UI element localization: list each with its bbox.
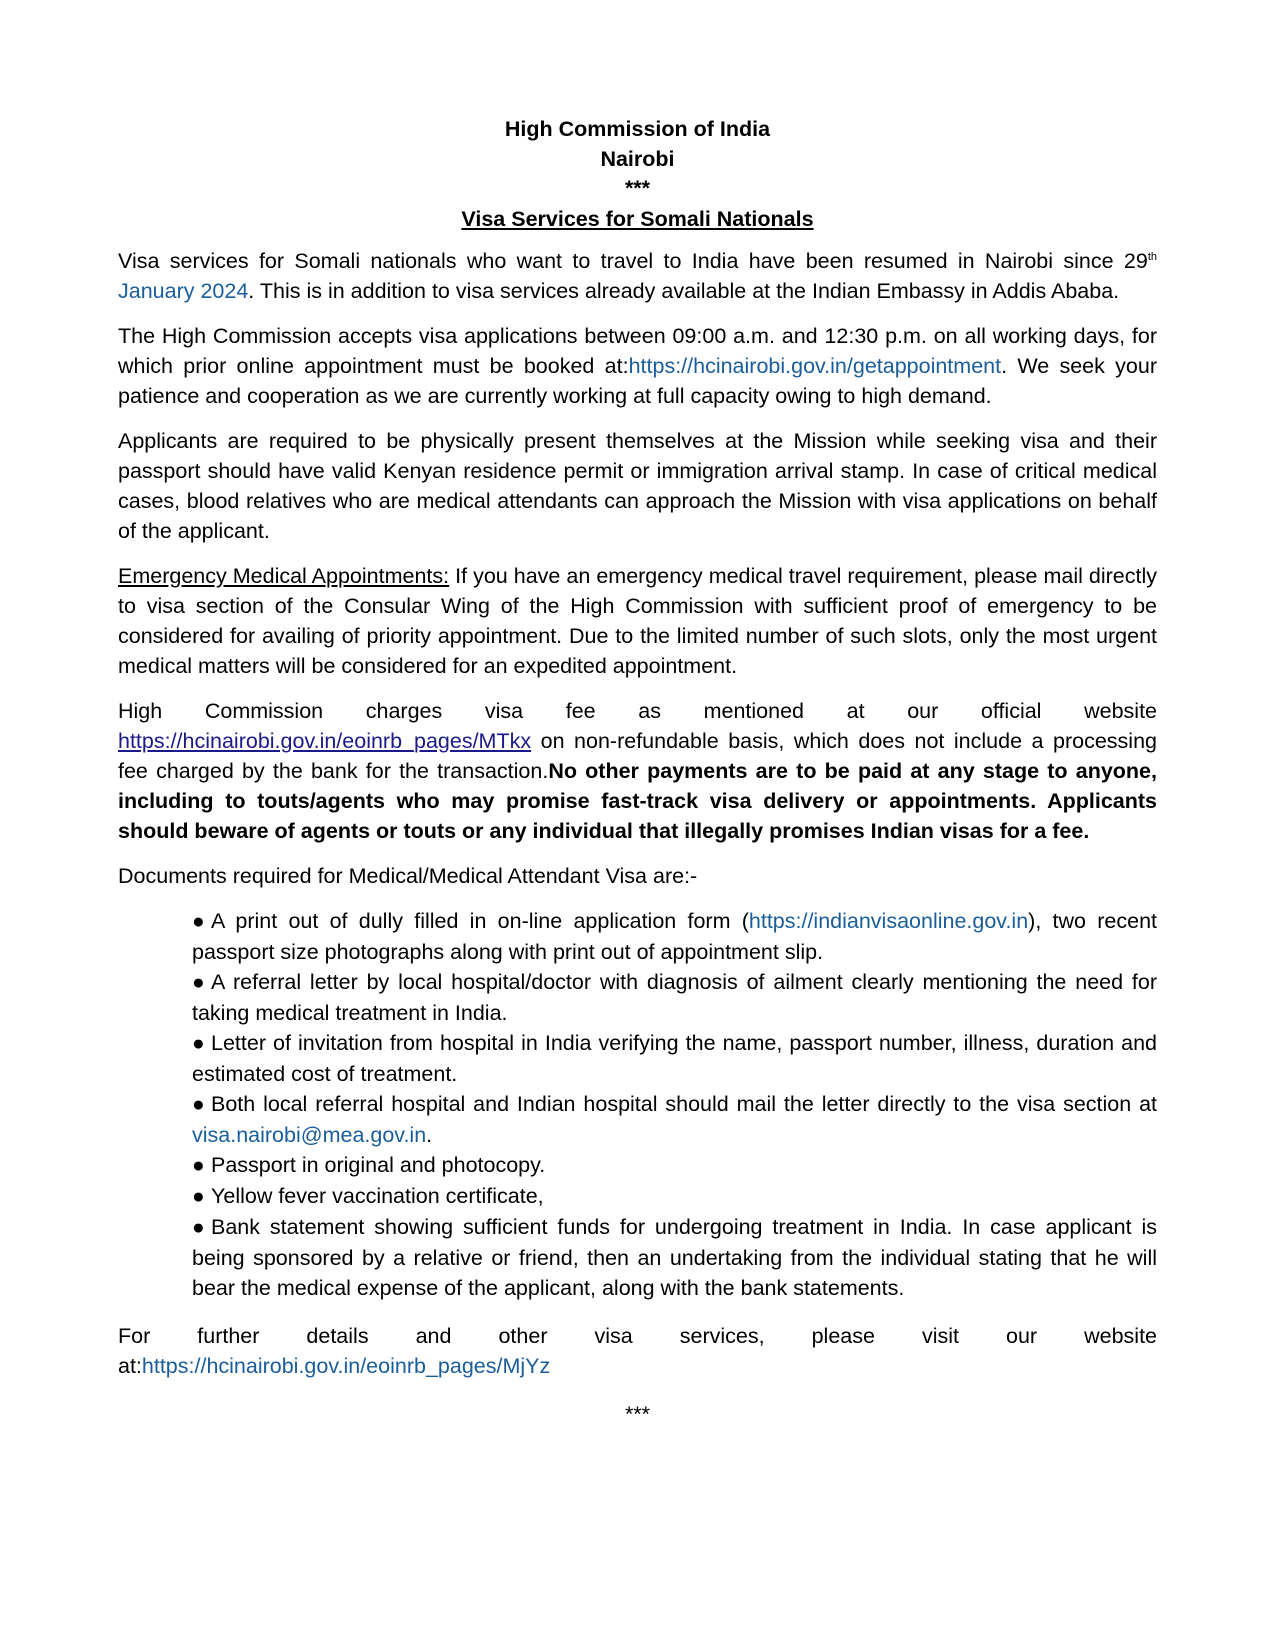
p2-text-b: . We seek your patience and cooperation as we are currently working at full capacity owing to high demand. [118, 353, 1157, 408]
email-link[interactable]: visa.nairobi@mea.gov.in [192, 1122, 427, 1147]
fees-link[interactable]: https://hcinairobi.gov.in/eoinrb_pages/MTkx [118, 728, 532, 753]
doc-item-6: Yellow fever vaccination certificate, [211, 1183, 544, 1208]
list-item [192, 1089, 1157, 1150]
paragraph-further-details [118, 1321, 1157, 1381]
paragraph-presence: Applicants are required to be physically present themselves at the Mission while seeking visa and their passport should have valid Kenyan residence permit or immigration arrival stamp. In case of critical medical cases, blood relatives who are medical attendants can approach the Mission with visa applications on behalf of the applicant. [118, 428, 1157, 543]
doc-item-4-b: . [426, 1122, 433, 1147]
paragraph-resumption [118, 246, 1157, 306]
emergency-label: Emergency Medical Appointments: [118, 563, 450, 588]
page-title: Visa Services for Somali Nationals [461, 206, 814, 231]
p5-text-a: High Commission charges visa fee as mentioned at our official website [118, 698, 1157, 723]
footer-stars: *** [624, 1401, 651, 1426]
bullet-icon: ● [192, 1092, 205, 1116]
document-page [118, 115, 1157, 1429]
bullet-icon: ● [192, 1153, 205, 1177]
documents-intro: Documents required for Medical/Medical Attendant Visa are:- [118, 863, 698, 888]
list-item [192, 1181, 1157, 1212]
fees-warning: No other payments are to be paid at any stage to anyone, including to touts/agents who may promise fast-track visa delivery or appointments. Applicants should beware of agents or touts or any individual that illegally promises Indian visas for a fee. [118, 758, 1157, 843]
header-org: High Commission of India [504, 117, 771, 141]
p5-text-b: on non-refundable basis, which does not include a processing fee charged by the bank for the transaction. [118, 728, 1157, 783]
list-item [192, 1212, 1157, 1303]
bullet-icon: ● [192, 1184, 205, 1208]
header-city: Nairobi [600, 146, 675, 171]
p1-text-a: Visa services for Somali nationals who want to travel to India have been resumed in Nairobi since 29 [118, 248, 1148, 273]
paragraph-emergency [118, 561, 1157, 681]
bullet-icon: ● [192, 1031, 205, 1055]
documents-list [192, 906, 1157, 1303]
list-item [192, 1028, 1157, 1089]
doc-item-1-a: A print out of dully filled in on-line application form ( [211, 908, 749, 933]
doc-item-5: Passport in original and photocopy. [211, 1152, 546, 1177]
bullet-icon: ● [192, 970, 205, 994]
date-link[interactable]: January 2024 [118, 278, 249, 303]
bullet-icon: ● [192, 909, 205, 933]
doc-item-2: A referral letter by local hospital/doctor with diagnosis of ailment clearly mentioning the need for taking medical treatment in India. [192, 969, 1157, 1025]
doc-item-1-b: ), two recent passport size photographs along with print out of appointment slip. [192, 908, 1158, 964]
bullet-icon: ● [192, 1215, 205, 1239]
list-item [192, 1150, 1157, 1181]
doc-item-4-a: Both local referral hospital and Indian hospital should mail the letter directly to the visa section at [211, 1091, 1157, 1116]
p1-text-b: . This is in addition to visa services already available at the Indian Embassy in Addis Ababa. [248, 278, 1120, 303]
further-details-prefix: at: [118, 1353, 142, 1378]
further-details-link[interactable]: https://hcinairobi.gov.in/eoinrb_pages/MjYz [141, 1353, 551, 1378]
further-details-line2 [118, 1351, 1157, 1381]
header-stars: *** [624, 176, 651, 200]
visa-online-link[interactable]: https://indianvisaonline.gov.in [748, 908, 1029, 933]
p2-text-a: The High Commission accepts visa applications between 09:00 a.m. and 12:30 p.m. on all working days, for which prior online appointment must be booked at: [118, 323, 1157, 378]
paragraph-fees [118, 696, 1157, 846]
p1-sup: th [1147, 250, 1157, 263]
further-details-line1: For further details and other visa services, please visit our website [118, 1323, 1157, 1348]
doc-item-7: Bank statement showing sufficient funds for undergoing treatment in India. In case applicant is being sponsored by a relative or friend, then an undertaking from the individual stating that he will bear the medical expense of the applicant, along with the bank statements. [192, 1214, 1157, 1300]
list-item [192, 967, 1157, 1028]
doc-item-3: Letter of invitation from hospital in India verifying the name, passport number, illness, duration and estimated cost of treatment. [192, 1030, 1157, 1086]
list-item [192, 906, 1157, 967]
emergency-text: If you have an emergency medical travel requirement, please mail directly to visa section of the Consular Wing of the High Commission with sufficient proof of emergency to be considered for availing of priority appointment. Due to the limited number of such slots, only the most urgent medical matters will be considered for an expedited appointment. [118, 563, 1157, 678]
appointment-link[interactable]: https://hcinairobi.gov.in/getappointment [628, 353, 1002, 378]
paragraph-appointment [118, 321, 1157, 411]
